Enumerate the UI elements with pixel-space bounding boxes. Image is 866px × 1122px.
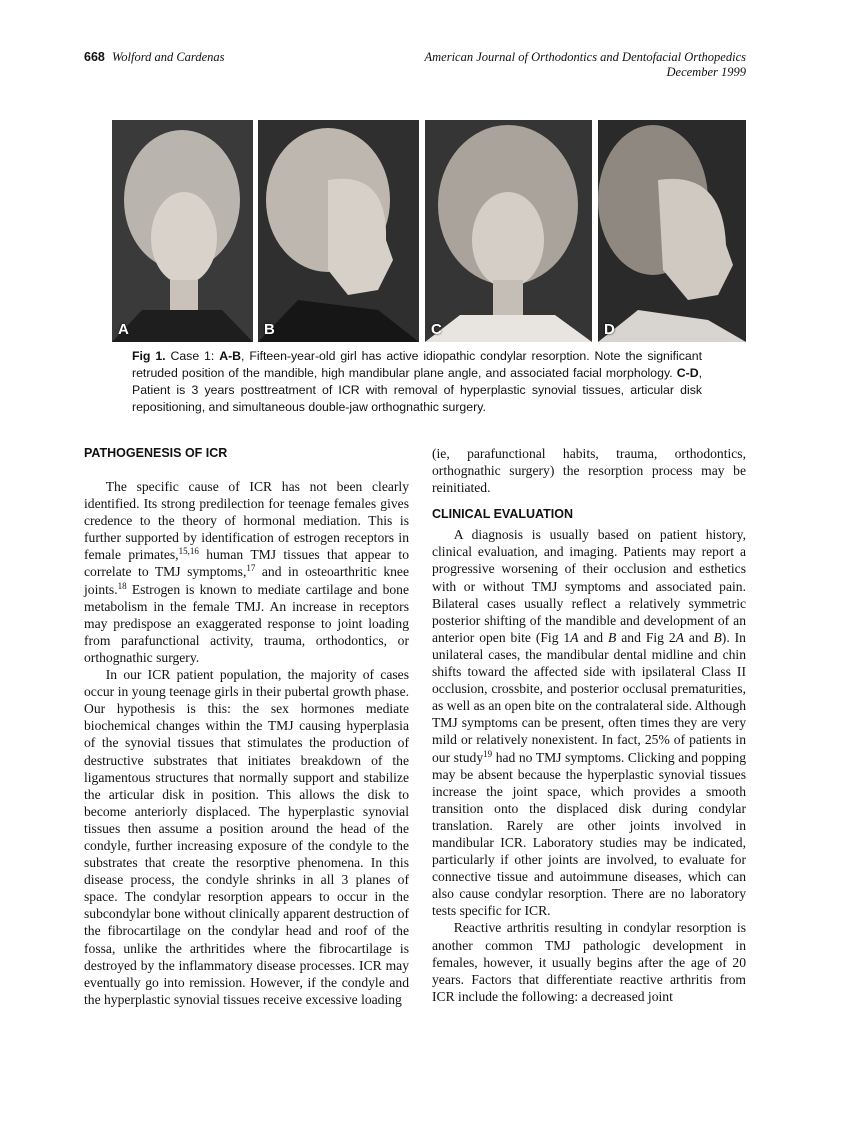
photo-panel-b	[258, 120, 419, 342]
text-run: human TMJ tissues that appear to correlate to TMJ symptoms,	[84, 547, 409, 580]
body-paragraph	[432, 919, 746, 1004]
text-run: Reactive arthritis resulting in condylar resorption is another common TMJ pathologic development in females, however, it usually begins after the age of 20 years. Factors that differentiate reactive arthritis from ICR include the following: a decreased joint	[432, 920, 746, 1004]
photo-panel-a	[112, 120, 253, 342]
issue-date: December 1999	[666, 65, 746, 79]
photo-panel-d	[598, 120, 746, 342]
panel-label: A	[118, 321, 129, 338]
figure-caption	[132, 348, 702, 416]
bold-text-run: Fig 1.	[132, 349, 166, 363]
page-number: 668	[84, 50, 105, 64]
photo-panel-c	[425, 120, 592, 342]
reference-superscript: 19	[483, 748, 493, 759]
reference-superscript: 15,16	[178, 546, 199, 557]
text-run: A diagnosis is usually based on patient history, clinical evaluation, and imaging. Patients may report a progressive worsening of their occlusion and esthetics with or without TMJ symptoms and associated pain. Bilateral cases usually reflect a relatively symmetric posterior shifting of the mandible and development of an anterior open bite (Fig 1	[432, 527, 746, 645]
italic-text-run: B	[713, 629, 722, 645]
italic-text-run: A	[570, 629, 579, 645]
reference-superscript: 18	[117, 580, 127, 591]
text-run: and Fig 2	[616, 629, 676, 645]
bold-text-run: A-B	[219, 349, 242, 363]
text-run: and	[578, 629, 609, 645]
bold-text-run: C-D	[676, 366, 699, 380]
left-column	[84, 445, 409, 1008]
journal-title: American Journal of Orthodontics and Dentofacial Orthopedics	[424, 50, 746, 64]
running-header-left	[84, 50, 225, 65]
panel-label: B	[264, 321, 275, 338]
body-paragraph	[84, 666, 409, 1008]
panel-label: D	[604, 321, 615, 338]
panel-label: C	[431, 321, 442, 338]
text-run: (ie, parafunctional habits, trauma, orthodontics, orthognathic surgery) the resorption process may be reinitiated.	[432, 446, 746, 496]
text-run: ). In unilateral cases, the mandibular dental midline and chin shifts toward the affected side with ipsilateral Class II occlusion, crossbite, and posterior occlusal prematurities, as well as an open bite on the contralateral side. Although TMJ symptoms can be present, often times they are very mild or relatively nonexistent. In fact, 25% of patients in our study	[432, 629, 746, 765]
text-run: , Fifteen-year-old girl has active idiopathic condylar resorption. Note the significant retruded position of the mandible, high mandibular plane angle, and associated facial morphology.	[132, 349, 702, 380]
running-authors: Wolford and Cardenas	[111, 50, 225, 64]
italic-text-run: A	[675, 629, 684, 645]
section-heading-pathogenesis: PATHOGENESIS OF ICR	[84, 446, 228, 460]
body-paragraph	[432, 526, 746, 919]
text-run: had no TMJ symptoms. Clicking and popping may be absent because the hyperplastic synovial tissues increase the joint space, which provides a smooth transition onto the displaced disk during condylar translation. Rarely are other joints involved in mandibular ICR. Laboratory studies may be indicated, particularly if other joints are involved, to evaluate for connective tissue and autoimmune diseases, which can also cause condylar resorption. There are no laboratory tests specific for ICR.	[432, 749, 746, 919]
body-paragraph-continuation	[432, 445, 746, 496]
right-column	[432, 445, 746, 1005]
running-header-right	[425, 50, 747, 80]
text-run: The specific cause of ICR has not been clearly identified. Its strong predilection for teenage females gives credence to the theory of hormonal mediation. This is further supported by identification of estrogen receptors in female primates,	[84, 479, 409, 563]
section-heading-clinical-evaluation: CLINICAL EVALUATION	[432, 507, 573, 522]
text-run: , Patient is 3 years posttreatment of ICR with removal of hyperplastic synovial tissues, articular disk repositioning, and simultaneous double-jaw orthognathic surgery.	[132, 366, 702, 414]
text-run: Estrogen is known to mediate cartilage and bone metabolism in the female TMJ. An increase in receptors may predispose an exaggerated response to joint loading from parafunctional activity, trauma, orthodontics, or orthognathic surgery.	[84, 581, 409, 665]
text-run: and in osteoarthritic knee joints.	[84, 564, 409, 597]
text-run: and	[684, 629, 714, 645]
text-run: Case 1:	[165, 349, 220, 363]
body-paragraph	[84, 478, 409, 666]
text-run: In our ICR patient population, the majority of cases occur in young teenage girls in their pubertal growth phase. Our hypothesis is this: the sex hormones mediate biochemical changes within the TMJ causing hyperplasia of the synovial tissues that stimulates the production of destructive substrates that initiates breakdown of the ligamentous structures that normally support and stabilize the articular disk in position. This allows the disk to become anteriorly displaced. The hyperplastic synovial tissues then assume a position around the head of the condyle, further increasing exposure of the condyle to the substrates that create the resorptive phenomena. In this disease process, the condyle shrinks in all 3 planes of space. The condylar resorption appears to occur in the subcondylar bone without clinically apparent destruction of the fibrocartilage on the condylar head and roof of the fossa, unlike the arthritides where the fibrocartilage is destroyed by the inflammatory disease processes. ICR may eventually go into remission. However, if the condyle and the hyperplastic synovial tissues receive excessive loading	[84, 667, 409, 1007]
reference-superscript: 17	[246, 563, 256, 574]
italic-text-run: B	[608, 629, 617, 645]
